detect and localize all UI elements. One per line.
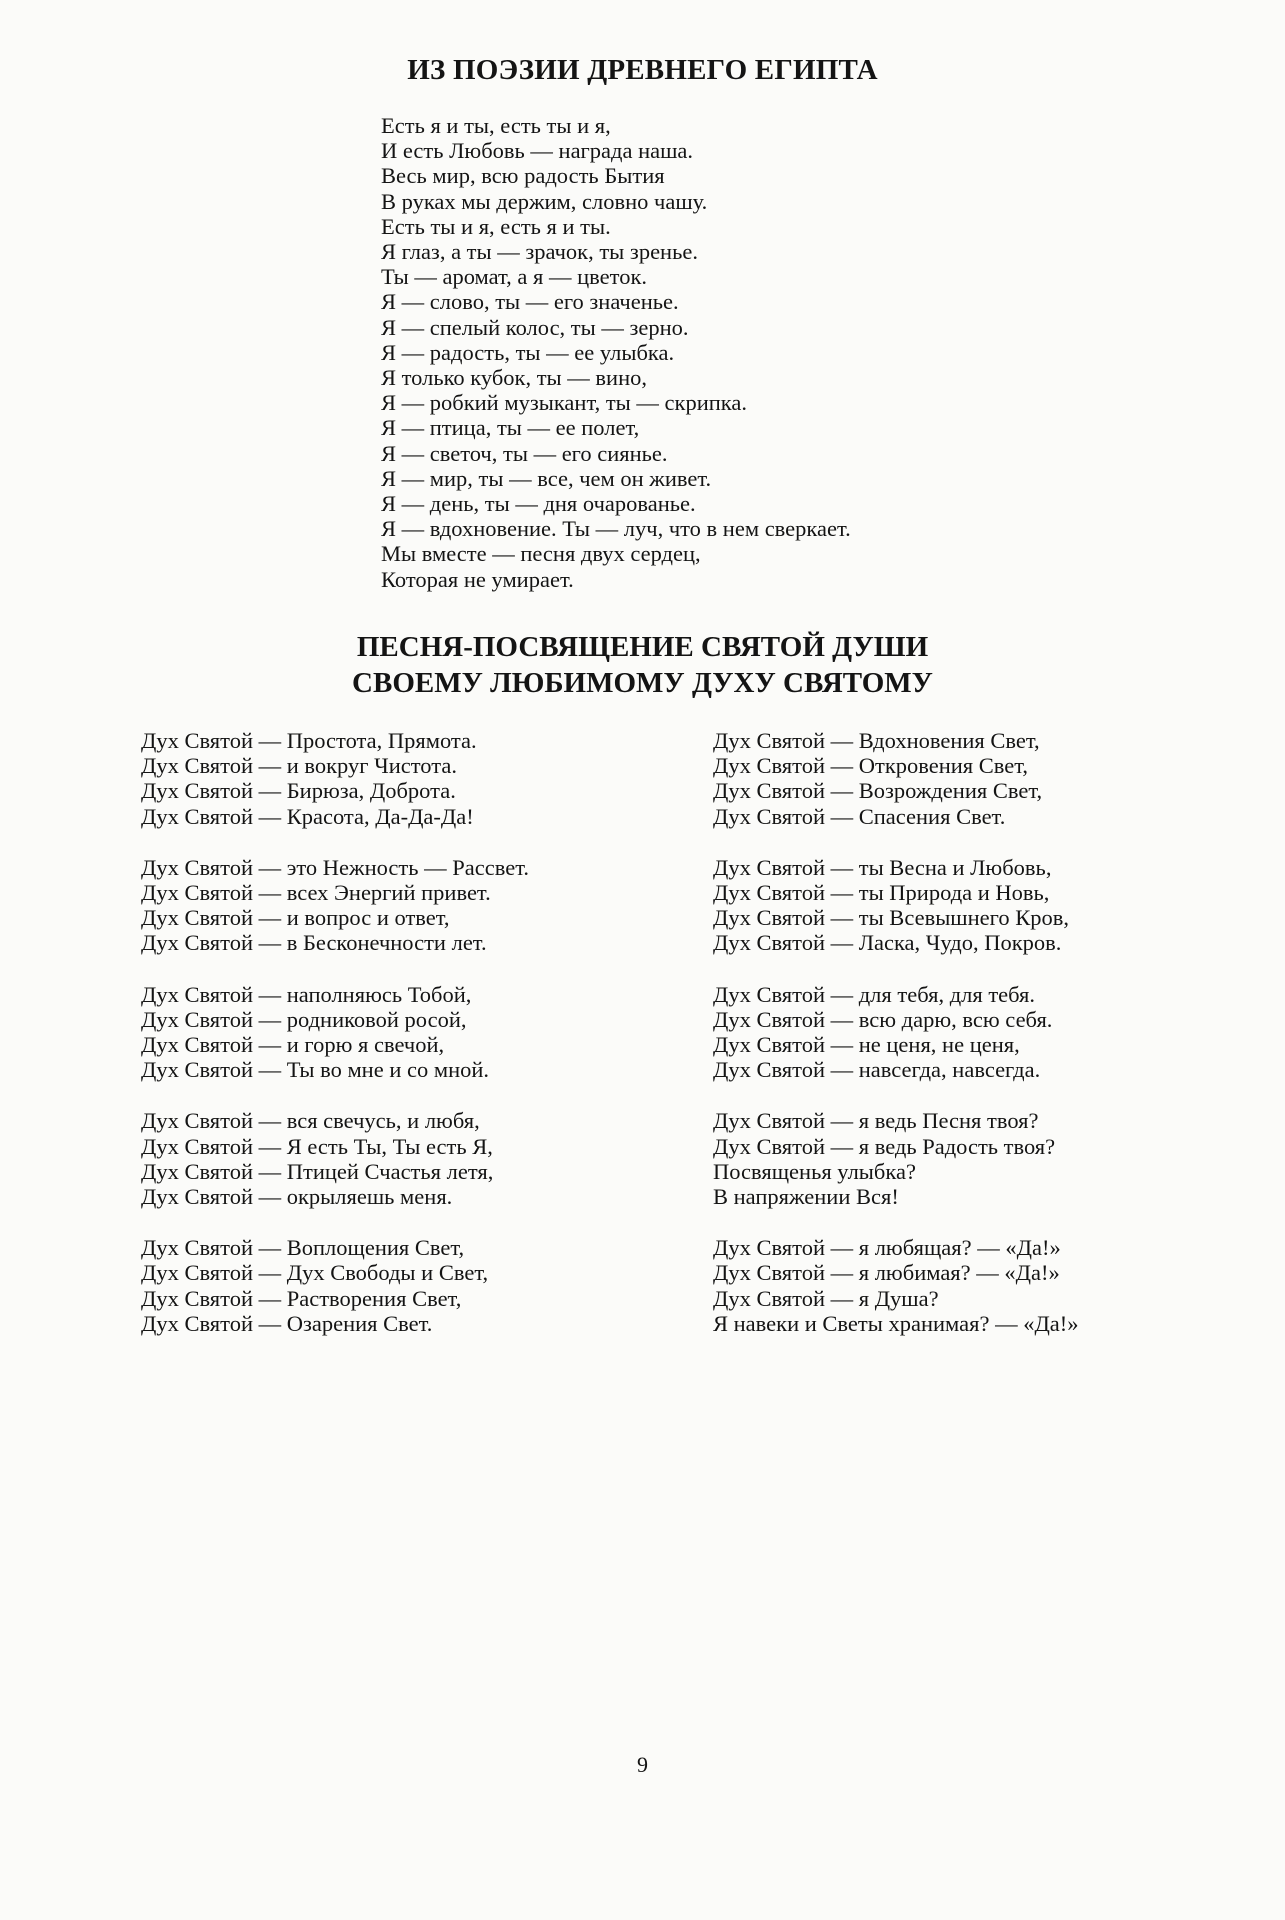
stanza-line: Дух Святой — для тебя, для тебя.: [713, 981, 1036, 1007]
stanza: [713, 728, 1079, 829]
stanza: [141, 1108, 529, 1209]
poem-line: Есть ты и я, есть я и ты.: [381, 213, 611, 239]
stanza-line: Дух Святой — Простота, Прямота.: [141, 728, 477, 753]
stanza-line: Дух Святой — Воплощения Свет,: [141, 1235, 465, 1261]
stanza-line: Дух Святой — и вокруг Чистота.: [141, 753, 457, 779]
poem-line: Весь мир, всю радость Бытия: [381, 163, 665, 189]
stanza-line: Дух Святой — Вдохновения Свет,: [713, 728, 1040, 753]
stanza-line: Дух Святой — Ты во мне и со мной.: [141, 1057, 490, 1083]
stanza-line: Дух Святой — я Душа?: [713, 1285, 939, 1311]
stanza-line: Дух Святой — вся свечусь, и любя,: [141, 1108, 480, 1134]
stanza-line: Дух Святой — Растворения Свет,: [141, 1285, 462, 1311]
section-title-song-line1: ПЕСНЯ-ПОСВЯЩЕНИЕ СВЯТОЙ ДУШИ: [356, 631, 929, 663]
stanza-line: Дух Святой — Озарения Свет.: [141, 1310, 433, 1336]
section-title-egypt: ИЗ ПОЭЗИИ ДРЕВНЕГО ЕГИПТА: [407, 54, 878, 86]
stanza-line: Дух Святой — не ценя, не ценя,: [713, 1032, 1020, 1058]
stanza-line: Дух Святой — наполняюсь Тобой,: [141, 981, 472, 1007]
page-number: 9: [637, 1752, 648, 1777]
poem-line: Я — робкий музыкант, ты — скрипка.: [381, 390, 747, 416]
poem-line: Я только кубок, ты — вино,: [381, 365, 648, 391]
stanza: [141, 982, 529, 1083]
stanza-line: Дух Святой — навсегда, навсегда.: [713, 1057, 1041, 1083]
stanza-line: Дух Святой — я любящая? — «Да!»: [713, 1235, 1061, 1261]
song-right-column: [713, 728, 1079, 1362]
stanza-line: Дух Святой — ты Всевышнего Кров,: [713, 905, 1069, 931]
stanza-line: Дух Святой — это Нежность — Рассвет.: [141, 854, 529, 880]
stanza: [713, 855, 1079, 956]
stanza-line: Дух Святой — окрыляешь меня.: [141, 1184, 453, 1210]
stanza-line: Дух Святой — в Бесконечности лет.: [141, 930, 487, 956]
stanza-line: Дух Святой — и горю я свечой,: [141, 1032, 445, 1058]
section-title-song-line2: СВОЕМУ ЛЮБИМОМУ ДУХУ СВЯТОМУ: [352, 667, 933, 699]
poem-line: Я — день, ты — дня очарованье.: [381, 491, 696, 517]
stanza: [713, 982, 1079, 1083]
stanza: [141, 855, 529, 956]
poem-line: Ты — аромат, а я — цветок.: [381, 264, 648, 290]
section-title-song: [0, 629, 1285, 701]
stanza-line: Дух Святой — Я есть Ты, Ты есть Я,: [141, 1133, 493, 1159]
stanza-line: Посвященья улыбка?: [713, 1158, 916, 1184]
stanza-line: Дух Святой — всех Энергий привет.: [141, 880, 491, 906]
stanza-line: Дух Святой — ты Весна и Любовь,: [713, 854, 1052, 880]
poem-line: Я — слово, ты — его значенье.: [381, 289, 679, 315]
stanza-line: Дух Святой — Красота, Да-Да-Да!: [141, 803, 474, 829]
poem-line: Мы вместе — песня двух сердец,: [381, 541, 701, 567]
stanza-line: Дух Святой — я любимая? — «Да!»: [713, 1260, 1060, 1286]
poem-line: Я — спелый колос, ты — зерно.: [381, 314, 689, 340]
stanza-line: Дух Святой — Птицей Счастья летя,: [141, 1158, 494, 1184]
stanza: [141, 1235, 529, 1336]
poem-line: Я — радость, ты — ее улыбка.: [381, 339, 675, 365]
poem-line: Я — светоч, ты — его сиянье.: [381, 440, 668, 466]
stanza: [713, 1235, 1079, 1336]
poem-line: Я глаз, а ты — зрачок, ты зренье.: [381, 239, 698, 265]
stanza-line: Дух Святой — всю дарю, всю себя.: [713, 1006, 1053, 1032]
song-left-column: [141, 728, 529, 1362]
stanza: [141, 728, 529, 829]
stanza-line: Дух Святой — родниковой росой,: [141, 1006, 467, 1032]
stanza-line: Дух Святой — Возрождения Свет,: [713, 778, 1043, 804]
stanza-line: Дух Святой — Бирюза, Доброта.: [141, 778, 456, 804]
stanza-line: Дух Святой — Ласка, Чудо, Покров.: [713, 930, 1062, 956]
poem-line: Я — птица, ты — ее полет,: [381, 415, 640, 441]
stanza-line: Дух Святой — Спасения Свет.: [713, 803, 1006, 829]
stanza-line: Дух Святой — я ведь Радость твоя?: [713, 1133, 1056, 1159]
stanza-line: В напряжении Вся!: [713, 1184, 899, 1210]
stanza-line: Я навеки и Светы хранимая? — «Да!»: [713, 1310, 1079, 1336]
stanza-line: Дух Святой — ты Природа и Новь,: [713, 880, 1050, 906]
stanza-line: Дух Святой — я ведь Песня твоя?: [713, 1108, 1039, 1134]
poem-line: Я — вдохновение. Ты — луч, что в нем сверкает.: [381, 516, 851, 542]
stanza: [713, 1108, 1079, 1209]
poem-line: В руках мы держим, словно чашу.: [381, 188, 708, 214]
poem-line: И есть Любовь — награда наша.: [381, 138, 694, 164]
poem-line: Я — мир, ты — все, чем он живет.: [381, 465, 712, 491]
poem-line: Есть я и ты, есть ты и я,: [381, 113, 611, 138]
stanza-line: Дух Святой — Откровения Свет,: [713, 753, 1029, 779]
stanza-line: Дух Святой — Дух Свободы и Свет,: [141, 1260, 489, 1286]
poem-line: Которая не умирает.: [381, 566, 574, 592]
stanza-line: Дух Святой — и вопрос и ответ,: [141, 905, 450, 931]
poem-egypt: [381, 113, 851, 592]
